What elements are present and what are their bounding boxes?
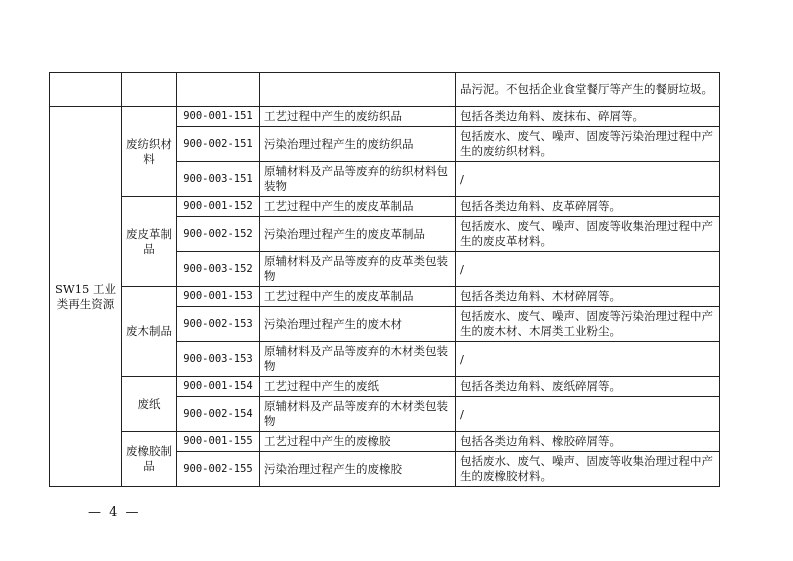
code-cell: 900-003-151 xyxy=(177,162,260,197)
code-cell: 900-001-152 xyxy=(177,197,260,217)
note-cell: 包括各类边角料、橡胶碎屑等。 xyxy=(456,432,720,452)
source-cell: 污染治理过程产生的废橡胶 xyxy=(260,452,456,487)
code-cell: 900-001-155 xyxy=(177,432,260,452)
source-cell: 原辅材料及产品等废弃的皮革类包装物 xyxy=(260,252,456,287)
table-row xyxy=(50,287,720,307)
note-cell: / xyxy=(456,252,720,287)
source-cell: 污染治理过程产生的废皮革制品 xyxy=(260,217,456,252)
table-row xyxy=(50,107,720,127)
source-cell: 原辅材料及产品等废弃的木材类包装物 xyxy=(260,397,456,432)
code-cell: 900-002-154 xyxy=(177,397,260,432)
table-row xyxy=(50,377,720,397)
main-category-cell: SW15 工业类再生资源 xyxy=(50,107,122,487)
note-cell: / xyxy=(456,397,720,432)
source-cell: 污染治理过程产生的废木材 xyxy=(260,307,456,342)
table-row xyxy=(50,197,720,217)
table-cell xyxy=(177,73,260,107)
source-cell: 工艺过程中产生的废皮革制品 xyxy=(260,287,456,307)
page-number: — 4 — xyxy=(88,505,141,520)
table-row xyxy=(50,73,720,107)
subcategory-cell: 废纸 xyxy=(122,377,177,432)
code-cell: 900-002-153 xyxy=(177,307,260,342)
code-cell: 900-002-151 xyxy=(177,127,260,162)
subcategory-cell: 废木制品 xyxy=(122,287,177,377)
source-cell: 原辅材料及产品等废弃的纺织材料包装物 xyxy=(260,162,456,197)
table-row xyxy=(50,432,720,452)
subcategory-cell: 废橡胶制品 xyxy=(122,432,177,487)
code-cell: 900-001-153 xyxy=(177,287,260,307)
source-cell: 工艺过程中产生的废纺织品 xyxy=(260,107,456,127)
note-cell: / xyxy=(456,162,720,197)
subcategory-cell: 废皮革制品 xyxy=(122,197,177,287)
subcategory-cell: 废纺织材料 xyxy=(122,107,177,197)
code-cell: 900-002-155 xyxy=(177,452,260,487)
table-cell xyxy=(260,73,456,107)
waste-classification-table xyxy=(49,72,720,487)
note-cell: 品污泥。不包括企业食堂餐厅等产生的餐厨垃圾。 xyxy=(456,73,720,107)
source-cell: 原辅材料及产品等废弃的木材类包装物 xyxy=(260,342,456,377)
source-cell: 工艺过程中产生的废皮革制品 xyxy=(260,197,456,217)
code-cell: 900-003-152 xyxy=(177,252,260,287)
note-cell: 包括废水、废气、噪声、固废等污染治理过程中产生的废纺织材料。 xyxy=(456,127,720,162)
note-cell: 包括废水、废气、噪声、固废等收集治理过程中产生的废皮革材料。 xyxy=(456,217,720,252)
note-cell: 包括各类边角料、废抹布、碎屑等。 xyxy=(456,107,720,127)
note-cell: 包括废水、废气、噪声、固废等污染治理过程中产生的废木材、木屑类工业粉尘。 xyxy=(456,307,720,342)
note-cell: 包括废水、废气、噪声、固废等收集治理过程中产生的废橡胶材料。 xyxy=(456,452,720,487)
code-cell: 900-001-154 xyxy=(177,377,260,397)
note-cell: / xyxy=(456,342,720,377)
code-cell: 900-002-152 xyxy=(177,217,260,252)
code-cell: 900-001-151 xyxy=(177,107,260,127)
note-cell: 包括各类边角料、皮革碎屑等。 xyxy=(456,197,720,217)
note-cell: 包括各类边角料、木材碎屑等。 xyxy=(456,287,720,307)
table-cell xyxy=(122,73,177,107)
source-cell: 污染治理过程产生的废纺织品 xyxy=(260,127,456,162)
note-cell: 包括各类边角料、废纸碎屑等。 xyxy=(456,377,720,397)
code-cell: 900-003-153 xyxy=(177,342,260,377)
source-cell: 工艺过程中产生的废橡胶 xyxy=(260,432,456,452)
table-cell xyxy=(50,73,122,107)
source-cell: 工艺过程中产生的废纸 xyxy=(260,377,456,397)
